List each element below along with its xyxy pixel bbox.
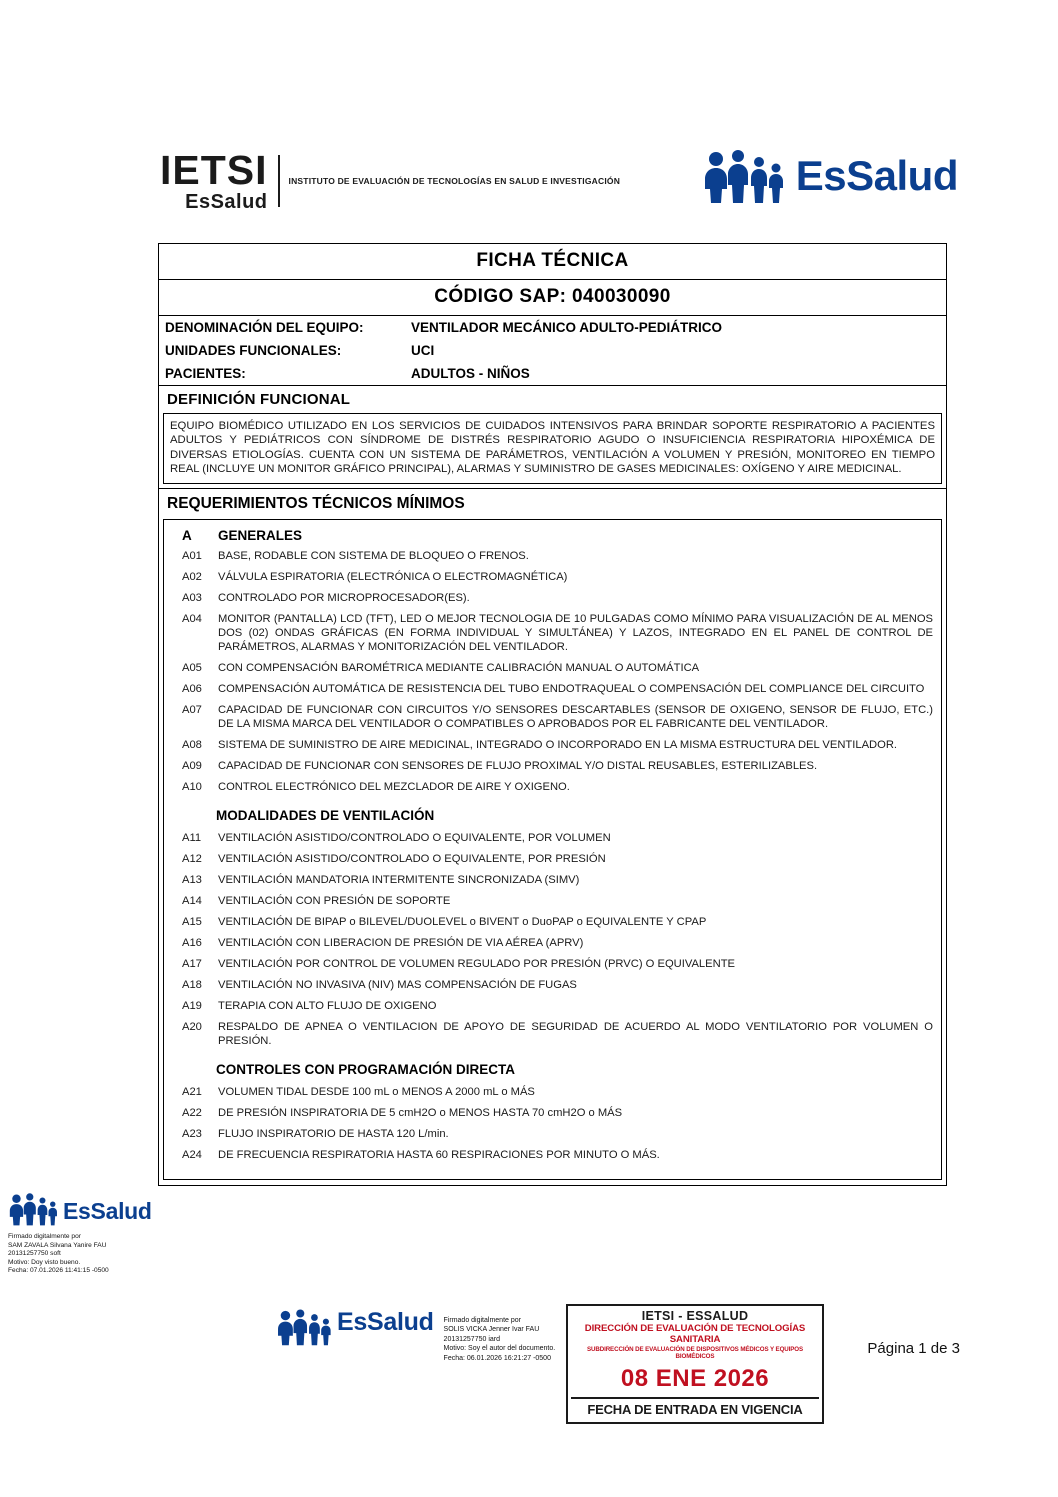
item-text: MONITOR (PANTALLA) LCD (TFT), LED O MEJOR TECNOLOGIA DE 10 PULGADAS COMO MÍNIMO PARA VISUALIZACIÓN DE AL MENOS DOS (02) ONDAS GRÁFICAS (EN FORMA INDIVIDUAL Y SIMULTÁNEA) Y LAZOS, INTEGRADO EN EL PANEL DE CONTROL DE PARÁMETROS, ALARMAS Y MONITORIZACIÓN DEL VENTILADOR. [218,612,933,653]
item-text: CAPACIDAD DE FUNCIONAR CON CIRCUITOS Y/O SENSORES DESCARTABLES (SENSOR DE OXIGENO, SENSOR DE FLUJO, ETC.) DE LA MISMA MARCA DEL VENTILADOR O COMPATIBLES O APROBADOS POR EL FABRICANTE DEL VENTILADOR. [218,703,933,730]
signature-line-3: 20131257750 soft [8,1250,61,1258]
signature-line-2: SOLIS VICKA Jenner Ivar FAU [443,1326,540,1334]
item-code: A09 [182,759,202,772]
subgroup-modalidades-title: MODALIDADES DE VENTILACIÓN [216,807,435,823]
item-text: VENTILACIÓN MANDATORIA INTERMITENTE SINCRONIZADA (SIMV) [218,873,580,886]
list-item [172,612,933,654]
ietsi-logo [160,147,621,213]
list-item [172,591,933,605]
field-label: PACIENTES: [165,366,246,381]
sap-code: CÓDIGO SAP: 040030090 [159,280,946,316]
requerimientos-list [163,519,942,1180]
item-text: RESPALDO DE APNEA O VENTILACION DE APOYO DE SEGURIDAD DE ACUERDO AL MODO VENTILATORIO POR VOLUMEN O PRESIÓN. [218,1020,933,1047]
document-header [0,140,1058,230]
field-label: DENOMINACIÓN DEL EQUIPO: [165,320,364,335]
definicion-funcional-text: EQUIPO BIOMÉDICO UTILIZADO EN LOS SERVICIOS DE CUIDADOS INTENSIVOS PARA BRINDAR SOPORTE RESPIRATORIO A PACIENTES ADULTOS Y PEDIÁTRICOS CON SÍNDROME DE DISTRÉS RESPIRATORIO AGUDO O INSUFICIENCIA RESPIRATORIA HIPOXÉMICA DE DIVERSAS ETIOLOGÍAS. CUENTA CON UN SISTEMA DE PARÁMETROS, VENTILACIÓN A VOLUMEN Y PRESIÓN, MONITOREO EN TIEMPO REAL (INCLUYE UN MONITOR GRÁFICO PRINCIPAL), ALARMAS Y SUMINISTRO DE GASES MEDICINALES: OXÍGENO Y AIRE MEDICINAL. [163,413,942,484]
item-text: VENTILACIÓN NO INVASIVA (NIV) MAS COMPENSACIÓN DE FUGAS [218,978,577,991]
list-item [172,978,933,992]
field-label: UNIDADES FUNCIONALES: [165,343,342,358]
list-item [172,1106,933,1120]
list-item [172,780,933,794]
ietsi-wordmark [160,147,268,213]
requerimientos-heading: REQUERIMIENTOS TÉCNICOS MÍNIMOS [159,488,946,519]
list-item [172,703,933,731]
item-code: A04 [182,612,202,625]
field-value: ADULTOS - NIÑOS [411,366,530,381]
item-code: A17 [182,957,202,970]
digital-signature-left [8,1192,152,1276]
document-footer [0,1300,1058,1460]
list-item [172,738,933,752]
item-text: CONTROL ELECTRÓNICO DEL MEZCLADOR DE AIRE Y OXIGENO. [218,780,570,793]
family-people-icon [8,1192,60,1231]
list-item [172,1085,933,1099]
item-text: COMPENSACIÓN AUTOMÁTICA DE RESISTENCIA DEL TUBO ENDOTRAQUEAL O COMPENSACIÓN DEL COMPLIANCE DEL CIRCUITO [218,682,925,695]
list-item [172,873,933,887]
item-code: A21 [182,1085,202,1098]
ietsi-name: IETSI [160,147,268,193]
item-code: A22 [182,1106,202,1119]
list-item [172,682,933,696]
item-code: A11 [182,831,202,844]
list-item [172,894,933,908]
list-item [172,1127,933,1141]
signature-details [8,1233,148,1276]
item-code: A10 [182,780,202,793]
signature-line-4: Motivo: Soy el autor del documento. [443,1345,556,1353]
list-item [172,936,933,950]
field-value: UCI [411,343,435,358]
item-code: A02 [182,570,202,583]
list-item [172,1148,933,1162]
item-text: CONTROLADO POR MICROPROCESADOR(ES). [218,591,470,604]
item-code: A07 [182,703,202,716]
item-code: A20 [182,1020,202,1033]
item-text: BASE, RODABLE CON SISTEMA DE BLOQUEO O FRENOS. [218,549,529,562]
item-text: VENTILACIÓN POR CONTROL DE VOLUMEN REGULADO POR PRESIÓN (PRVC) O EQUIVALENTE [218,957,735,970]
list-item [172,999,933,1013]
item-code: A23 [182,1127,202,1140]
family-people-icon [276,1308,334,1351]
stamp-org: IETSI - ESSALUD [641,1309,749,1323]
item-code: A16 [182,936,202,949]
list-item [172,831,933,845]
field-value: VENTILADOR MECÁNICO ADULTO-PEDIÁTRICO [411,320,722,335]
item-text: VENTILACIÓN ASISTIDO/CONTROLADO O EQUIVALENTE, POR PRESIÓN [218,852,606,865]
signature-details-footer [444,1316,556,1363]
list-item [172,661,933,675]
item-code: A03 [182,591,202,604]
item-text: VOLUMEN TIDAL DESDE 100 mL o MENOS A 2000 mL o MÁS [218,1085,535,1098]
signature-line-3: 20131257750 iard [443,1335,500,1343]
family-people-icon [702,148,788,204]
item-code: A18 [182,978,202,991]
signature-line-5: Fecha: 07.01.2026 11:41:15 -0500 [8,1267,109,1275]
item-code: A24 [182,1148,202,1161]
essalud-logo-small [8,1192,152,1231]
logo-divider [278,155,280,207]
item-text: DE PRESIÓN INSPIRATORIA DE 5 cmH2O o MENOS HASTA 70 cmH2O o MÁS [218,1106,623,1119]
essalud-wordmark-footer: EsSalud [337,1308,434,1336]
list-item [172,759,933,773]
item-code: A19 [182,999,202,1012]
stamp-direccion: DIRECCIÓN DE EVALUACIÓN DE TECNOLOGÍAS SANITARIA [584,1323,806,1345]
field-row-pacientes [159,362,946,386]
signature-line-4: Motivo: Doy visto bueno. [8,1258,81,1266]
item-text: VENTILACIÓN CON PRESIÓN DE SOPORTE [218,894,451,907]
item-text: VENTILACIÓN ASISTIDO/CONTROLADO O EQUIVALENTE, POR VOLUMEN [218,831,611,844]
item-code: A13 [182,873,202,886]
list-item [172,570,933,584]
essalud-wordmark: EsSalud [795,152,958,199]
list-item [172,852,933,866]
item-code: A14 [182,894,202,907]
stamp-subdireccion: SUBDIRECCIÓN DE EVALUACIÓN DE DISPOSITIVOS MÉDICOS Y EQUIPOS BIOMÉDICOS [586,1346,804,1360]
field-row-unidades [159,339,946,362]
group-label: GENERALES [218,527,303,543]
page-number: Página 1 de 3 [867,1340,960,1357]
item-code: A12 [182,852,202,865]
item-text: SISTEMA DE SUMINISTRO DE AIRE MEDICINAL, INTEGRADO O INCORPORADO EN LA MISMA ESTRUCTURA DEL VENTILADOR. [218,738,898,751]
signature-line-1: Firmado digitalmente por [8,1233,81,1240]
item-text: FLUJO INSPIRATORIO DE HASTA 120 L/min. [218,1127,449,1140]
item-text: DE FRECUENCIA RESPIRATORIA HASTA 60 RESPIRACIONES POR MINUTO O MÁS. [218,1148,660,1161]
item-text: CAPACIDAD DE FUNCIONAR CON SENSORES DE FLUJO PROXIMAL Y/O DISTAL REUSABLES, ESTERILIZABLES. [218,759,818,772]
subgroup-controles-title: CONTROLES CON PROGRAMACIÓN DIRECTA [216,1061,515,1077]
ietsi-subname: EsSalud [185,191,268,213]
stamp-date: 08 ENE 2026 [620,1365,770,1392]
item-text: TERAPIA CON ALTO FLUJO DE OXIGENO [218,999,437,1012]
item-code: A05 [182,661,202,674]
item-code: A15 [182,915,202,928]
signature-line-5: Fecha: 06.01.2026 16:21:27 -0500 [443,1354,551,1362]
stamp-caption: FECHA DE ENTRADA EN VIGENCIA [571,1397,819,1417]
list-item [172,915,933,929]
validity-stamp [566,1304,824,1424]
group-letter: A [182,527,192,543]
signature-line-1: Firmado digitalmente por [443,1317,521,1324]
digital-signature-footer [276,1308,555,1363]
item-code: A06 [182,682,202,695]
item-text: VÁLVULA ESPIRATORIA (ELECTRÓNICA O ELECTROMAGNÉTICA) [218,570,568,583]
essalud-wordmark-small: EsSalud [63,1198,152,1224]
field-row-denominacion [159,316,946,339]
list-item [172,549,933,563]
definicion-funcional-heading: DEFINICIÓN FUNCIONAL [167,391,351,408]
group-a-title [172,528,933,543]
list-item [172,957,933,971]
item-code: A08 [182,738,202,751]
ietsi-description: INSTITUTO DE EVALUACIÓN DE TECNOLOGÍAS EN SALUD E INVESTIGACIÓN [288,175,621,186]
item-code: A01 [182,549,202,562]
item-text: VENTILACIÓN DE BIPAP o BILEVEL/DUOLEVEL o BIVENT o DuoPAP o EQUIVALENTE Y CPAP [218,915,707,928]
ficha-tecnica-frame [158,243,947,1186]
page-title: FICHA TÉCNICA [159,244,946,280]
signature-line-2: SAM ZAVALA Silvana Yanire FAU [8,1241,107,1249]
essalud-logo [702,148,958,204]
list-item [172,1020,933,1048]
item-text: VENTILACIÓN CON LIBERACION DE PRESIÓN DE VIA AÉREA (APRV) [218,936,584,949]
item-text: CON COMPENSACIÓN BAROMÉTRICA MEDIANTE CALIBRACIÓN MANUAL O AUTOMÁTICA [218,661,700,674]
